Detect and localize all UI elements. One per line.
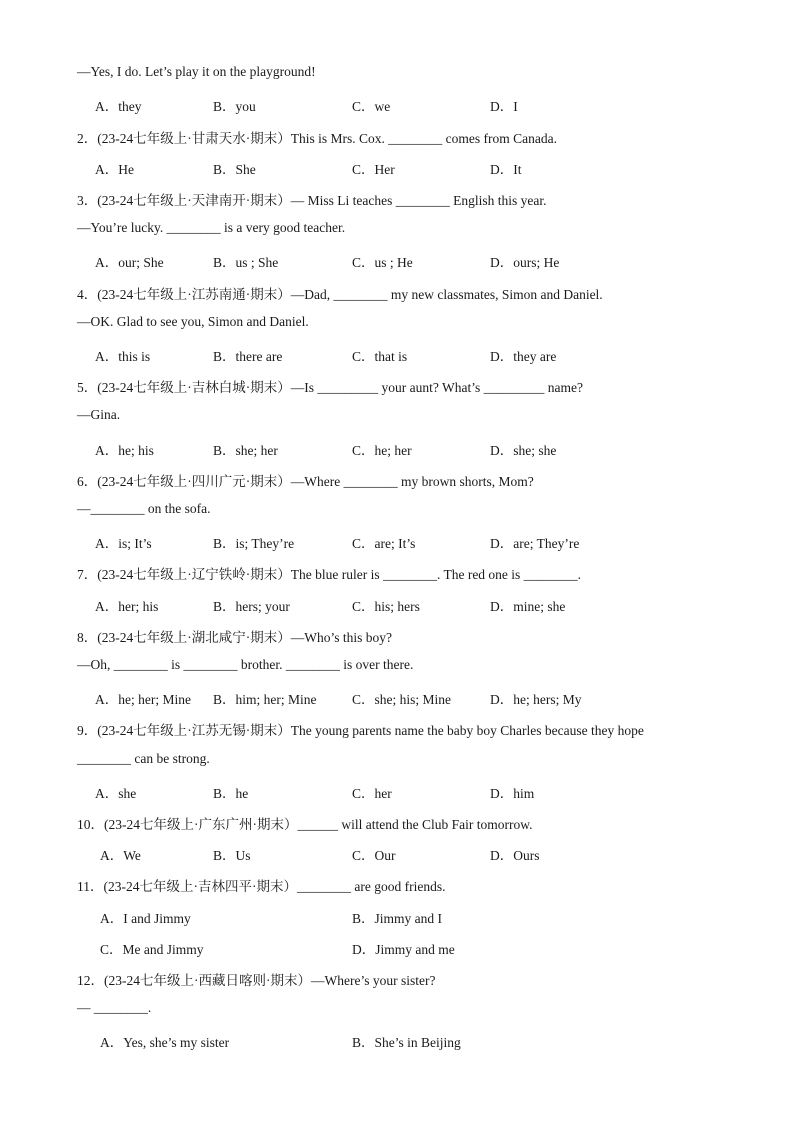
question-9-line-2: ________ can be strong.: [77, 751, 210, 766]
question-5-line-2: —Gina.: [77, 407, 121, 422]
option-b[interactable]: B．us ; She: [213, 255, 279, 270]
question-2: 2．(23-24七年级上·甘肃天水·期末）This is Mrs. Cox. ________ comes from Canada.: [77, 131, 557, 146]
option-c[interactable]: C．Me and Jimmy: [100, 942, 204, 957]
option-d[interactable]: D．they are: [490, 349, 557, 364]
option-a[interactable]: A．I and Jimmy: [100, 911, 191, 926]
option-b[interactable]: B．Jimmy and I: [352, 911, 442, 926]
options-q6: [0, 532, 794, 552]
options-q7: [0, 595, 794, 615]
options-q8: [0, 688, 794, 708]
option-b[interactable]: B．him; her; Mine: [213, 692, 317, 707]
question-9: 9．(23-24七年级上·江苏无锡·期末）The young parents name the baby boy Charles because they hope: [77, 723, 644, 738]
option-c[interactable]: C．his; hers: [352, 599, 420, 614]
option-b[interactable]: B．Us: [213, 848, 251, 863]
options-q4: [0, 345, 794, 365]
options-q3: [0, 251, 794, 271]
question-4-line-2: —OK. Glad to see you, Simon and Daniel.: [77, 314, 309, 329]
option-a[interactable]: A．Yes, she’s my sister: [100, 1035, 230, 1050]
options-q2: [0, 158, 794, 178]
option-d[interactable]: D．he; hers; My: [490, 692, 582, 707]
option-b[interactable]: B．is; They’re: [213, 536, 295, 551]
question-4: 4．(23-24七年级上·江苏南通·期末）—Dad, ________ my new classmates, Simon and Daniel.: [77, 287, 603, 302]
option-b[interactable]: B．She: [213, 162, 256, 177]
option-a[interactable]: A．our; She: [95, 255, 164, 270]
option-b[interactable]: B．you: [213, 99, 256, 114]
question-11: 11．(23-24七年级上·吉林四平·期末）________ are good friends.: [77, 879, 446, 894]
option-a[interactable]: A．they: [95, 99, 142, 114]
option-d[interactable]: D．she; she: [490, 443, 557, 458]
question-8-line-2: —Oh, ________ is ________ brother. ________ is over there.: [77, 657, 414, 672]
question-6: 6．(23-24七年级上·四川广元·期末）—Where ________ my brown shorts, Mom?: [77, 474, 534, 489]
options-q10: [0, 844, 794, 864]
option-c[interactable]: C．we: [352, 99, 391, 114]
question-12-line-2: — ________.: [77, 1000, 152, 1015]
option-c[interactable]: C．are; It’s: [352, 536, 416, 551]
option-d[interactable]: D．mine; she: [490, 599, 566, 614]
option-c[interactable]: C．us ; He: [352, 255, 413, 270]
option-b[interactable]: B．he: [213, 786, 249, 801]
option-a[interactable]: A．he; his: [95, 443, 154, 458]
option-b[interactable]: B．there are: [213, 349, 283, 364]
options-q11-row-1: [0, 907, 794, 927]
option-c[interactable]: C．her: [352, 786, 392, 801]
option-b[interactable]: B．hers; your: [213, 599, 290, 614]
option-a[interactable]: A．is; It’s: [95, 536, 152, 551]
question-8: 8．(23-24七年级上·湖北咸宁·期末）—Who’s this boy?: [77, 630, 392, 645]
question-6-line-2: —________ on the sofa.: [77, 501, 211, 516]
option-d[interactable]: D．I: [490, 99, 518, 114]
option-b[interactable]: B．she; her: [213, 443, 278, 458]
options-q11-row-2: [0, 938, 794, 958]
option-a[interactable]: A．We: [100, 848, 141, 863]
question-5: 5．(23-24七年级上·吉林白城·期末）—Is _________ your aunt? What’s _________ name?: [77, 380, 583, 395]
option-d[interactable]: D．Jimmy and me: [352, 942, 455, 957]
option-c[interactable]: C．Her: [352, 162, 395, 177]
options-q12: [0, 1031, 794, 1051]
option-b[interactable]: B．She’s in Beijing: [352, 1035, 461, 1050]
option-c[interactable]: C．she; his; Mine: [352, 692, 452, 707]
option-d[interactable]: D．Ours: [490, 848, 540, 863]
answer-line-q1: —Yes, I do. Let’s play it on the playground!: [77, 64, 316, 79]
option-d[interactable]: D．ours; He: [490, 255, 560, 270]
question-3: 3．(23-24七年级上·天津南开·期末）— Miss Li teaches ________ English this year.: [77, 193, 547, 208]
option-d[interactable]: D．him: [490, 786, 535, 801]
option-a[interactable]: A．He: [95, 162, 134, 177]
option-c[interactable]: C．that is: [352, 349, 408, 364]
question-10: 10．(23-24七年级上·广东广州·期末）______ will attend the Club Fair tomorrow.: [77, 817, 533, 832]
option-a[interactable]: A．her; his: [95, 599, 159, 614]
options-q1: [0, 95, 794, 115]
question-12: 12．(23-24七年级上·西藏日喀则·期末）—Where’s your sister?: [77, 973, 436, 988]
question-7: 7．(23-24七年级上·辽宁铁岭·期末）The blue ruler is ________. The red one is ________.: [77, 567, 582, 582]
option-d[interactable]: D．It: [490, 162, 522, 177]
option-a[interactable]: A．he; her; Mine: [95, 692, 191, 707]
options-q9: [0, 782, 794, 802]
option-c[interactable]: C．Our: [352, 848, 396, 863]
option-a[interactable]: A．this is: [95, 349, 151, 364]
options-q5: [0, 439, 794, 459]
option-c[interactable]: C．he; her: [352, 443, 412, 458]
question-3-line-2: —You’re lucky. ________ is a very good teacher.: [77, 220, 346, 235]
option-a[interactable]: A．she: [95, 786, 137, 801]
option-d[interactable]: D．are; They’re: [490, 536, 580, 551]
